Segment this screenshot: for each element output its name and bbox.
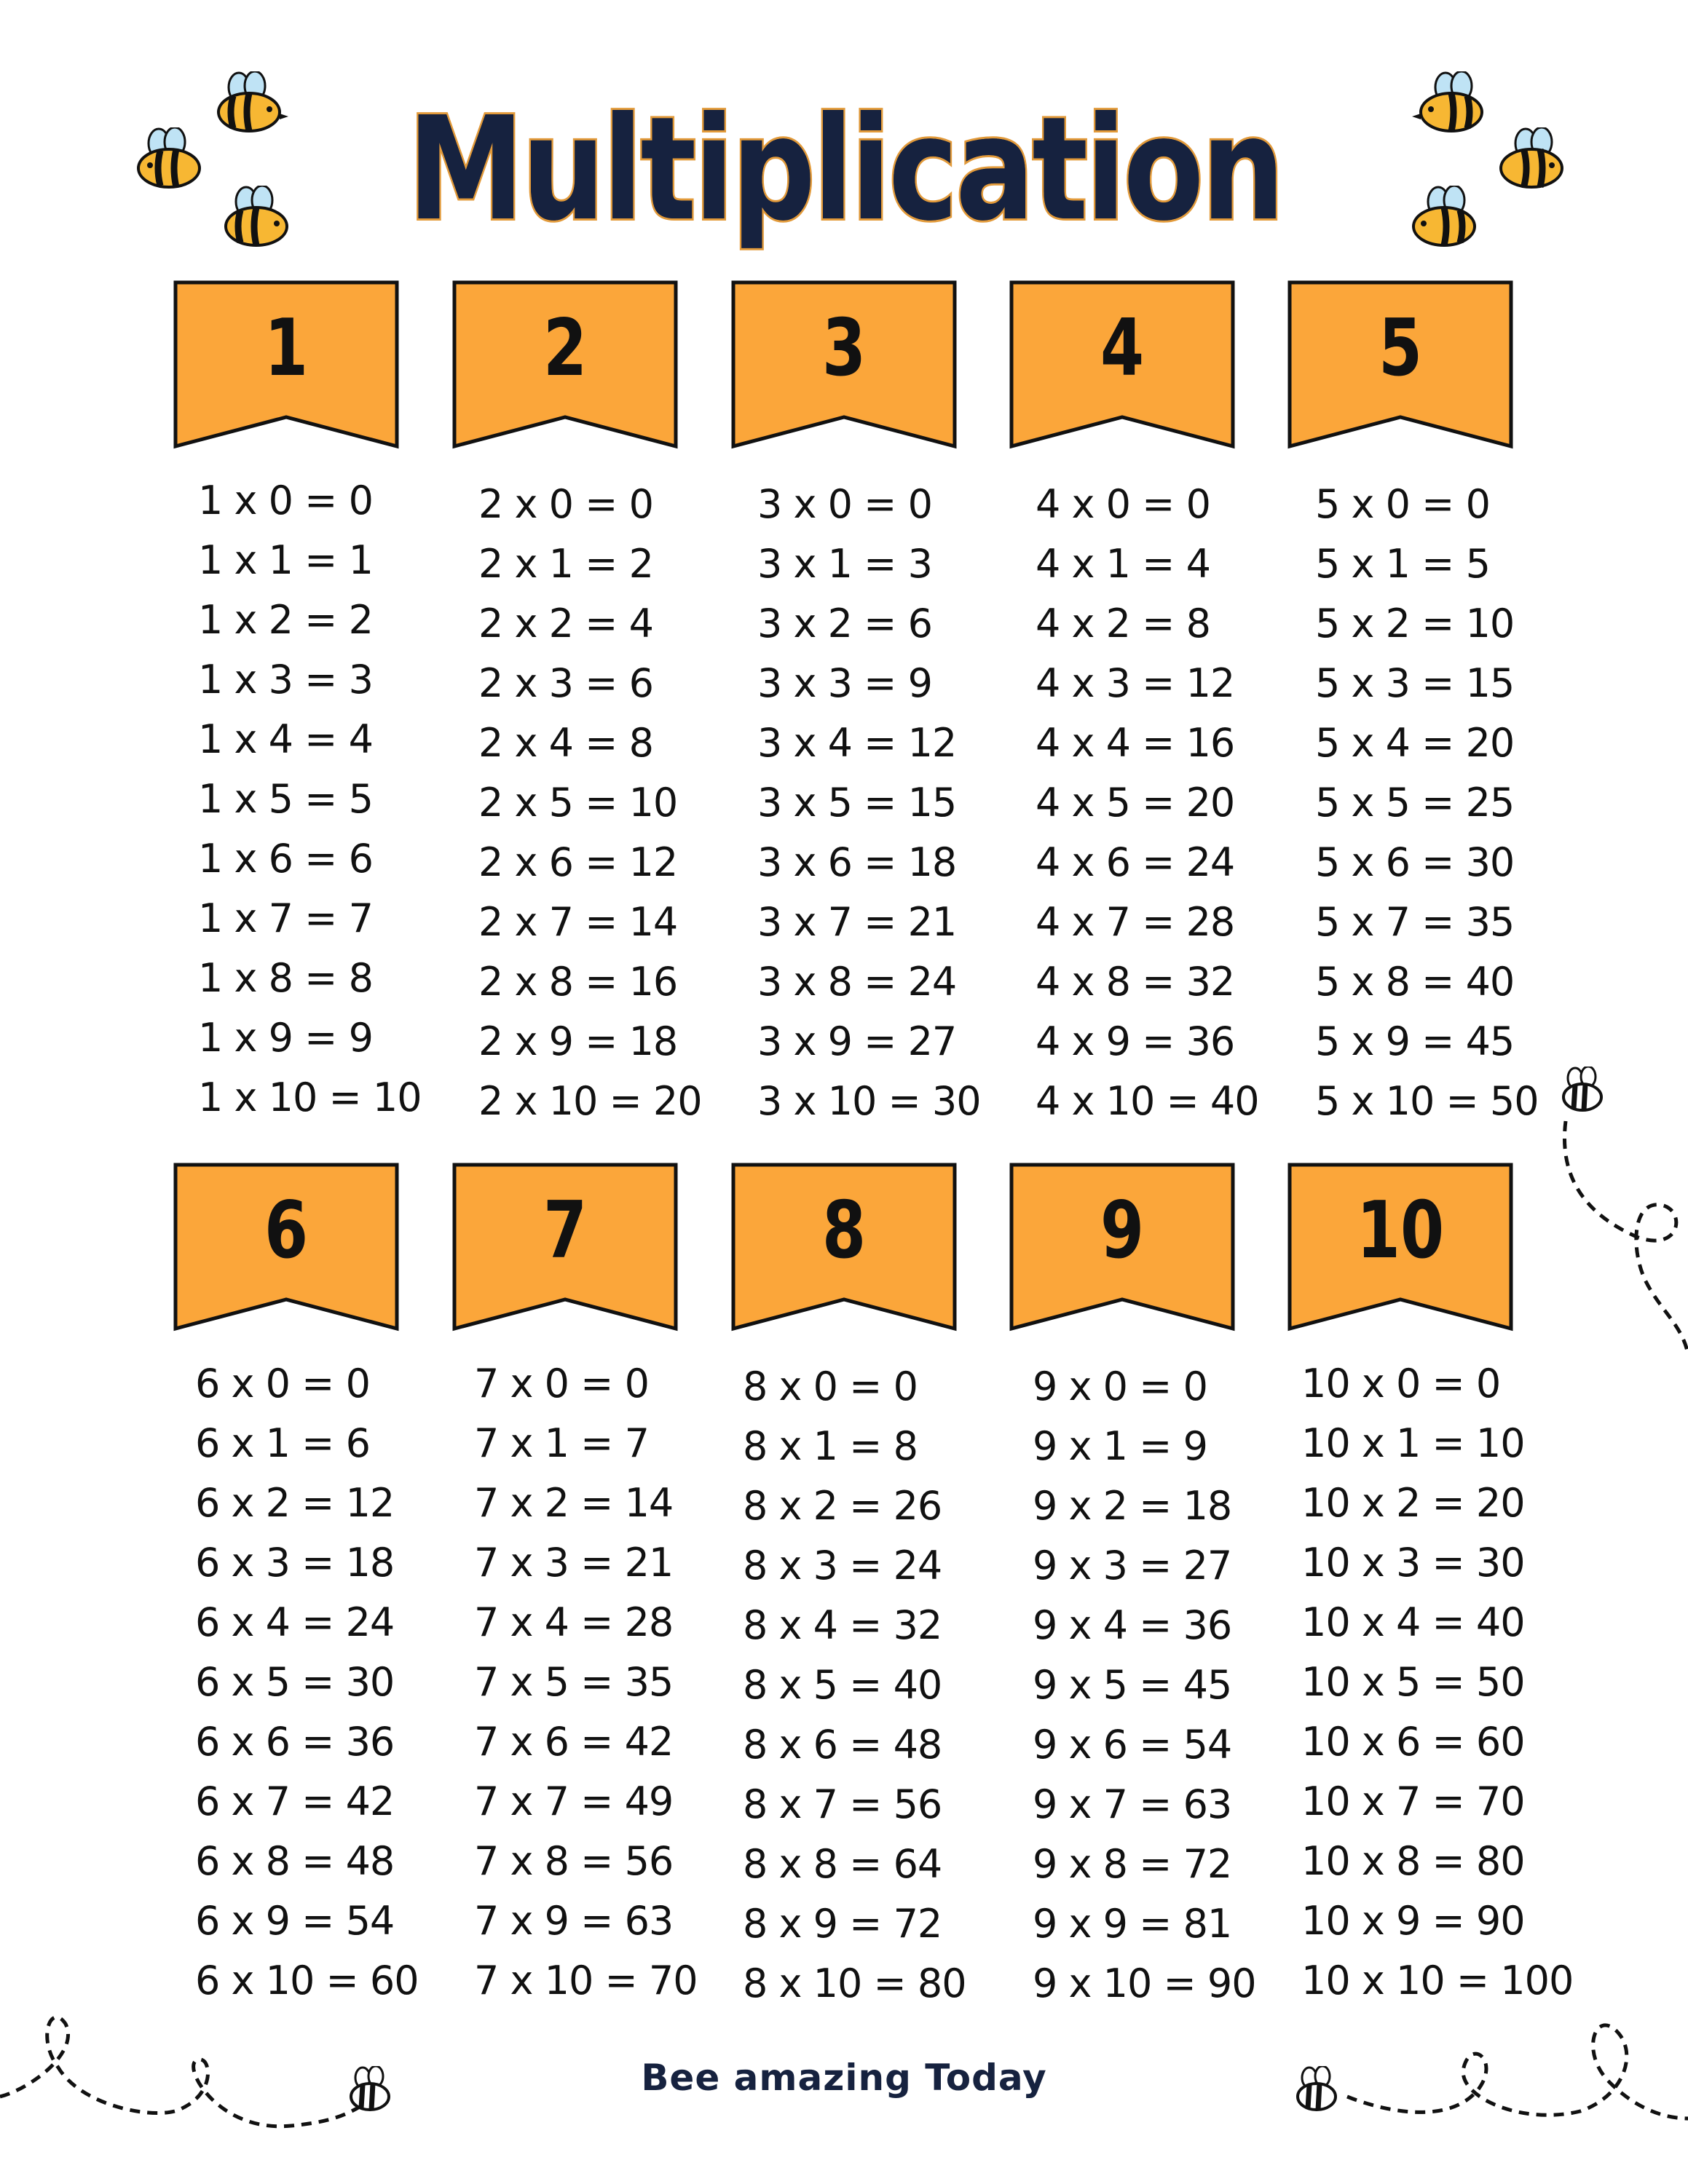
table-row: 10 x 4 = 40 [1301,1599,1525,1645]
table-row: 5 x 6 = 30 [1315,839,1515,885]
table-row: 4 x 7 = 28 [1036,899,1235,945]
table-row: 1 x 9 = 9 [198,1015,373,1061]
table-row: 3 x 2 = 6 [757,601,932,646]
table-row: 9 x 1 = 9 [1033,1423,1207,1469]
table-column-3 [757,475,998,1131]
table-row: 10 x 6 = 60 [1301,1719,1525,1765]
banner-number: 4 [1100,303,1145,394]
table-row: 10 x 1 = 10 [1301,1420,1525,1466]
table-row: 1 x 7 = 7 [198,895,373,941]
table-row: 9 x 4 = 36 [1033,1602,1232,1648]
table-row: 4 x 2 = 8 [1036,601,1210,646]
bee-icon [218,186,299,251]
table-row: 5 x 3 = 15 [1315,660,1515,706]
bee-icon [1409,71,1489,137]
table-row: 3 x 5 = 15 [757,780,957,826]
table-row: 10 x 8 = 80 [1301,1838,1525,1884]
table-row: 2 x 9 = 18 [478,1018,678,1064]
banner-5 [1287,280,1513,449]
bee-icon [1402,186,1482,251]
table-row: 1 x 3 = 3 [198,657,373,703]
page-title [320,86,1369,253]
banner-number: 10 [1356,1185,1445,1276]
table-row: 6 x 0 = 0 [195,1361,370,1406]
table-row: 7 x 8 = 56 [474,1838,674,1884]
table-row: 6 x 5 = 30 [195,1659,395,1705]
table-row: 2 x 4 = 8 [478,720,653,766]
table-row: 7 x 7 = 49 [474,1779,674,1824]
bee-icon [131,127,211,193]
table-row: 8 x 2 = 26 [743,1483,942,1529]
banner-number: 7 [543,1185,588,1276]
table-row: 5 x 1 = 5 [1315,541,1490,587]
banner-1 [173,280,399,449]
table-row: 3 x 7 = 21 [757,899,957,945]
table-row: 8 x 7 = 56 [743,1781,942,1827]
banner-4 [1009,280,1235,449]
table-column-4 [1036,475,1276,1131]
banner-3 [731,280,957,449]
footer-text: Bee amazing Today [641,2057,1047,2099]
table-row: 5 x 8 = 40 [1315,959,1515,1005]
table-row: 8 x 3 = 24 [743,1543,942,1588]
banner-2 [452,280,678,449]
banner-8 [731,1163,957,1332]
table-row: 1 x 2 = 2 [198,597,373,643]
table-column-9 [1033,1357,1273,2014]
table-row: 7 x 5 = 35 [474,1659,674,1705]
table-row: 3 x 1 = 3 [757,541,932,587]
table-row: 3 x 3 = 9 [757,660,932,706]
table-row: 9 x 0 = 0 [1033,1364,1207,1409]
table-column-1 [198,471,438,1128]
table-row: 4 x 9 = 36 [1036,1018,1235,1064]
table-row: 2 x 7 = 14 [478,899,678,945]
table-row: 4 x 8 = 32 [1036,959,1235,1005]
banner-number: 8 [821,1185,867,1276]
table-row: 3 x 9 = 27 [757,1018,957,1064]
table-row: 9 x 9 = 81 [1033,1901,1232,1947]
table-row: 10 x 9 = 90 [1301,1898,1525,1944]
table-row: 5 x 7 = 35 [1315,899,1515,945]
table-row: 9 x 3 = 27 [1033,1543,1232,1588]
banner-number: 6 [264,1185,309,1276]
table-column-2 [478,475,719,1131]
table-column-6 [195,1354,435,2011]
table-row: 5 x 4 = 20 [1315,720,1515,766]
table-row: 6 x 4 = 24 [195,1599,395,1645]
table-row: 10 x 7 = 70 [1301,1779,1525,1824]
table-row: 6 x 3 = 18 [195,1540,395,1586]
table-row: 1 x 0 = 0 [198,478,373,523]
bee-icon [211,71,291,137]
table-row: 1 x 6 = 6 [198,836,373,882]
table-row: 9 x 5 = 45 [1033,1662,1232,1708]
table-row: 7 x 10 = 70 [474,1958,698,2003]
title-text: Multiplication [407,87,1282,253]
table-row: 8 x 8 = 64 [743,1841,942,1887]
bee-icon [1489,127,1569,193]
table-row: 2 x 0 = 0 [478,481,653,527]
table-row: 5 x 2 = 10 [1315,601,1515,646]
table-row: 6 x 7 = 42 [195,1779,395,1824]
table-row: 7 x 3 = 21 [474,1540,674,1586]
table-row: 3 x 6 = 18 [757,839,957,885]
table-row: 6 x 8 = 48 [195,1838,395,1884]
table-row: 9 x 8 = 72 [1033,1841,1232,1887]
table-row: 2 x 5 = 10 [478,780,678,826]
table-row: 7 x 0 = 0 [474,1361,649,1406]
table-row: 4 x 3 = 12 [1036,660,1235,706]
table-row: 9 x 2 = 18 [1033,1483,1232,1529]
table-row: 5 x 5 = 25 [1315,780,1515,826]
table-row: 10 x 10 = 100 [1301,1958,1574,2003]
table-row: 4 x 5 = 20 [1036,780,1235,826]
table-row: 9 x 7 = 63 [1033,1781,1232,1827]
banner-number: 1 [264,303,309,394]
table-row: 2 x 3 = 6 [478,660,653,706]
table-column-10 [1301,1354,1574,2011]
table-row: 5 x 10 = 50 [1315,1078,1539,1124]
table-row: 7 x 4 = 28 [474,1599,674,1645]
table-row: 2 x 1 = 2 [478,541,653,587]
banner-9 [1009,1163,1235,1332]
table-row: 4 x 0 = 0 [1036,481,1210,527]
table-row: 1 x 4 = 4 [198,716,373,762]
bee-icon [1555,1067,1613,1117]
table-row: 6 x 1 = 6 [195,1420,370,1466]
table-row: 7 x 1 = 7 [474,1420,649,1466]
table-row: 8 x 4 = 32 [743,1602,942,1648]
table-row: 10 x 2 = 20 [1301,1480,1525,1526]
table-row: 3 x 4 = 12 [757,720,957,766]
table-row: 8 x 5 = 40 [743,1662,942,1708]
banner-number: 5 [1378,303,1423,394]
table-column-7 [474,1354,714,2011]
table-row: 5 x 0 = 0 [1315,481,1490,527]
table-row: 2 x 8 = 16 [478,959,678,1005]
table-row: 9 x 6 = 54 [1033,1722,1232,1768]
banner-number: 9 [1100,1185,1145,1276]
table-row: 6 x 6 = 36 [195,1719,395,1765]
table-row: 1 x 10 = 10 [198,1075,422,1120]
table-row: 7 x 6 = 42 [474,1719,674,1765]
table-row: 2 x 10 = 20 [478,1078,702,1124]
table-column-8 [743,1357,983,2014]
table-row: 8 x 1 = 8 [743,1423,918,1469]
table-row: 4 x 10 = 40 [1036,1078,1259,1124]
table-row: 10 x 5 = 50 [1301,1659,1525,1705]
table-row: 3 x 0 = 0 [757,481,932,527]
table-row: 3 x 10 = 30 [757,1078,981,1124]
table-row: 4 x 1 = 4 [1036,541,1210,587]
table-row: 1 x 5 = 5 [198,776,373,822]
banner-6 [173,1163,399,1332]
table-row: 8 x 10 = 80 [743,1961,966,2006]
table-row: 2 x 2 = 4 [478,601,653,646]
table-row: 8 x 0 = 0 [743,1364,918,1409]
table-row: 9 x 10 = 90 [1033,1961,1256,2006]
table-column-5 [1315,475,1555,1131]
table-row: 7 x 9 = 63 [474,1898,674,1944]
table-row: 3 x 8 = 24 [757,959,957,1005]
table-row: 1 x 8 = 8 [198,955,373,1001]
table-row: 5 x 9 = 45 [1315,1018,1515,1064]
table-row: 7 x 2 = 14 [474,1480,674,1526]
banner-10 [1287,1163,1513,1332]
table-row: 1 x 1 = 1 [198,537,373,583]
table-row: 4 x 6 = 24 [1036,839,1235,885]
table-row: 6 x 2 = 12 [195,1480,395,1526]
banner-number: 2 [543,303,588,394]
table-row: 2 x 6 = 12 [478,839,678,885]
banner-number: 3 [821,303,867,394]
banner-7 [452,1163,678,1332]
table-row: 10 x 3 = 30 [1301,1540,1525,1586]
table-row: 10 x 0 = 0 [1301,1361,1501,1406]
table-row: 8 x 9 = 72 [743,1901,942,1947]
table-row: 6 x 9 = 54 [195,1898,395,1944]
table-row: 4 x 4 = 16 [1036,720,1235,766]
table-row: 6 x 10 = 60 [195,1958,419,2003]
table-row: 8 x 6 = 48 [743,1722,942,1768]
